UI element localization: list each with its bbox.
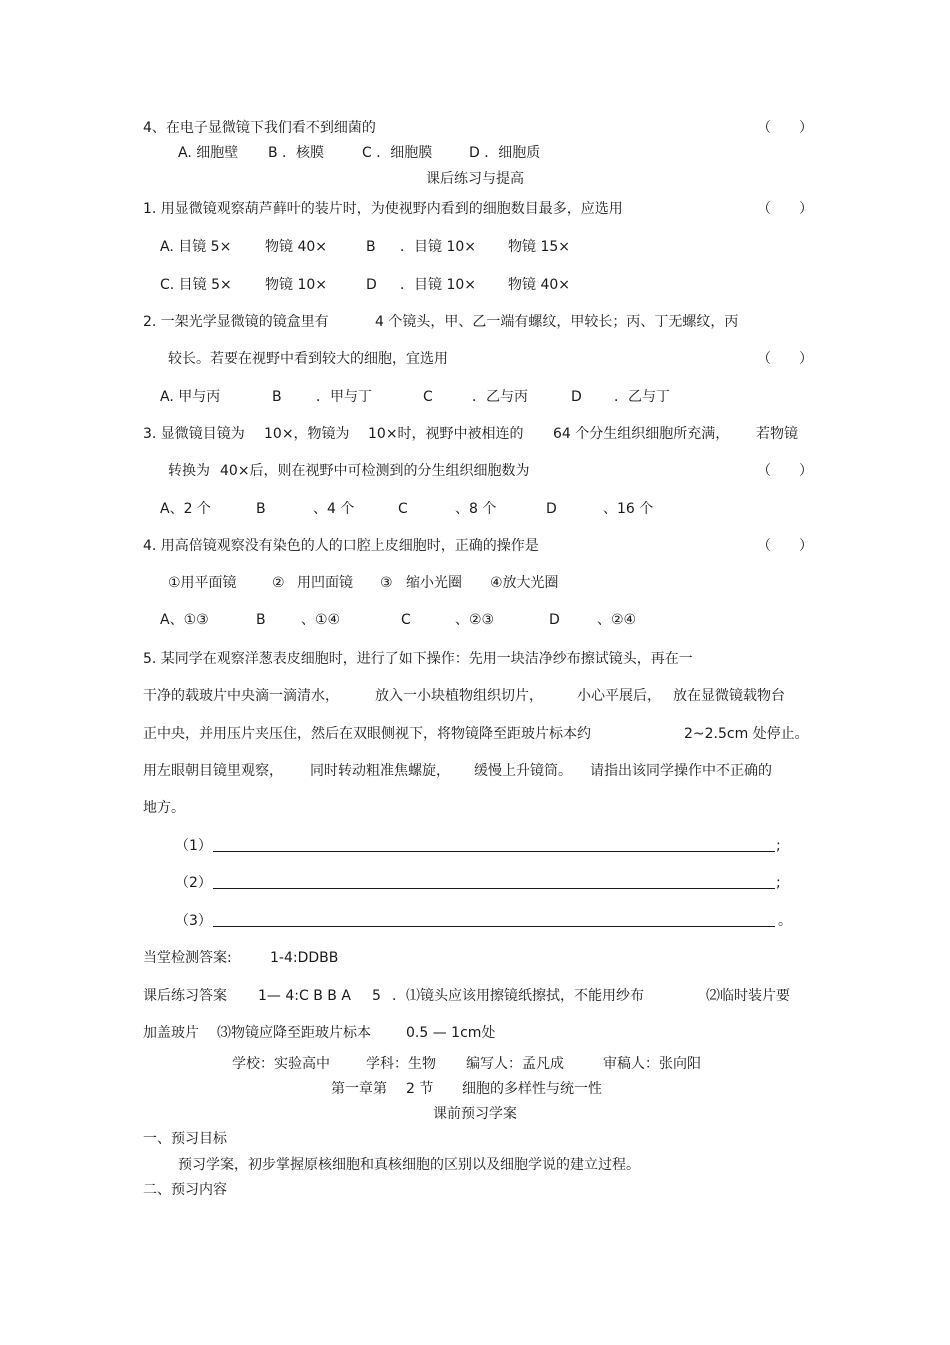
- answers-value: 1-4:DDBB: [270, 950, 339, 966]
- paragraph: 预习学案，初步掌握原核细胞和真核细胞的区别以及细胞学说的建立过程。: [178, 1157, 640, 1173]
- item-2: 用凹面镜: [297, 575, 353, 591]
- school: 学校：实验高中: [232, 1056, 330, 1072]
- option-c: C ．细胞膜: [362, 145, 433, 161]
- answer-line[interactable]: [213, 926, 775, 927]
- section-title: 细胞的多样性与统一性: [462, 1081, 602, 1097]
- question-text: 放入一小块植物组织切片，: [375, 688, 543, 704]
- question-stem-cont: 40×后，则在视野中可检测到的分生组织细胞数为: [220, 463, 530, 479]
- answers-label: 课后练习答案: [143, 988, 227, 1004]
- item-3-mark: ③: [380, 575, 393, 591]
- question-stem-cont: 若物镜: [756, 426, 798, 442]
- option-d-objective: 物镜 40×: [508, 277, 570, 293]
- answer-line[interactable]: [213, 888, 775, 889]
- question-stem: 3. 显微镜目镜为: [143, 426, 245, 442]
- answers-value: ⑶物镜应降至距玻片标本: [217, 1025, 371, 1041]
- question-text: 缓慢上升镜筒。: [474, 763, 572, 779]
- blank-number: （2）: [175, 875, 212, 891]
- option-b: ．甲与丁: [316, 389, 372, 405]
- option-b-letter: B: [366, 239, 376, 255]
- question-stem: 4. 用高倍镜观察没有染色的人的口腔上皮细胞时，正确的操作是: [143, 538, 539, 554]
- option-b: 、①④: [301, 612, 341, 628]
- option-a: A、①③: [160, 612, 209, 628]
- question-text: 地方。: [143, 800, 185, 816]
- option-a: A. 细胞壁: [178, 145, 239, 161]
- answer-paren: （ ）: [757, 463, 813, 479]
- question-text: 用左眼朝目镜里观察，: [143, 763, 283, 779]
- option-b-objective: 物镜 15×: [508, 239, 570, 255]
- chapter-label: 第一章第: [331, 1081, 387, 1097]
- option-b-letter: B: [272, 389, 282, 405]
- subject: 学科：生物: [366, 1056, 436, 1072]
- option-b-letter: B: [256, 612, 266, 628]
- item-1: ①用平面镜: [168, 575, 237, 591]
- option-c: 、②③: [455, 612, 495, 628]
- option-c-objective: 物镜 10×: [265, 277, 327, 293]
- question-stem-cont: 10×时，视野中被相连的: [368, 426, 524, 442]
- option-d: ．乙与丁: [614, 389, 670, 405]
- option-d: 、16 个: [603, 501, 654, 517]
- question-text: 干净的载玻片中央滴一滴清水，: [143, 688, 339, 704]
- option-d-letter: D: [546, 501, 557, 517]
- option-b: 、4 个: [313, 501, 355, 517]
- answers-label: 当堂检测答案:: [143, 950, 232, 966]
- blank-end: 。: [778, 913, 792, 929]
- heading: 二、预习内容: [143, 1182, 227, 1198]
- item-2-mark: ②: [272, 575, 285, 591]
- question-stem: 1. 用显微镜观察葫芦藓叶的装片时，为使视野内看到的细胞数目最多，应选用: [143, 201, 623, 217]
- option-c: 、8 个: [455, 501, 497, 517]
- item-4: ④放大光圈: [490, 575, 559, 591]
- option-a: A. 甲与丙: [160, 389, 221, 405]
- option-d-letter: D: [366, 277, 377, 293]
- option-c-letter: C: [401, 612, 411, 628]
- option-c: ．乙与丙: [472, 389, 528, 405]
- option-c: C. 目镜 5×: [160, 277, 232, 293]
- option-c-letter: C: [398, 501, 408, 517]
- item-3: 缩小光圈: [406, 575, 462, 591]
- question-text: 请指出该同学操作中不正确的: [590, 763, 772, 779]
- answers-value: 5: [372, 988, 381, 1004]
- option-b-letter: B: [256, 501, 266, 517]
- answers-value: 加盖玻片: [143, 1025, 199, 1041]
- heading: 一、预习目标: [143, 1131, 227, 1147]
- answer-paren: （ ）: [757, 538, 813, 554]
- question-stem-cont: 64 个分生组织细胞所充满，: [553, 426, 730, 442]
- question-text: 2~2.5cm 处停止。: [684, 726, 809, 742]
- option-d-letter: D: [571, 389, 582, 405]
- reviewer: 审稿人：张向阳: [603, 1056, 701, 1072]
- answers-value: ⑵临时装片要: [706, 988, 790, 1004]
- question-stem: 2. 一架光学显微镜的镜盒里有: [143, 314, 329, 330]
- question-text: 正中央，并用压片夹压住，然后在双眼侧视下，将物镜降至距玻片标本约: [143, 726, 591, 742]
- question-stem: 4、在电子显微镜下我们看不到细菌的: [143, 120, 376, 136]
- option-b: B ．核膜: [268, 145, 325, 161]
- preview-title: 课前预习学案: [433, 1106, 517, 1122]
- option-b: ．目镜 10×: [400, 239, 476, 255]
- section-title-exercise: 课后练习与提高: [426, 171, 524, 187]
- blank-number: （1）: [175, 838, 212, 854]
- question-stem: 5. 某同学在观察洋葱表皮细胞时，进行了如下操作：先用一块洁净纱布擦试镜头，再在一: [143, 651, 693, 667]
- option-a-objective: 物镜 40×: [265, 239, 327, 255]
- blank-end: ;: [776, 875, 781, 891]
- question-text: 放在显微镜载物台: [673, 688, 785, 704]
- option-a: A、2 个: [160, 501, 211, 517]
- answer-paren: （ ）: [757, 351, 813, 367]
- answers-value: 1— 4:C B B A: [258, 988, 351, 1004]
- answers-value: ．⑴镜头应该用擦镜纸擦拭，不能用纱布: [392, 988, 644, 1004]
- blank-end: ;: [776, 838, 781, 854]
- option-d: D ．细胞质: [469, 145, 541, 161]
- question-stem: 转换为: [168, 463, 210, 479]
- question-stem-cont: 4 个镜头，甲、乙一端有螺纹，甲较长；丙、丁无螺纹，丙: [375, 314, 739, 330]
- option-c-letter: C: [423, 389, 433, 405]
- answer-line[interactable]: [213, 851, 775, 852]
- author: 编写人：孟凡成: [466, 1056, 564, 1072]
- question-stem-cont: 10×，物镜为: [264, 426, 350, 442]
- answer-paren: （ ）: [757, 120, 813, 136]
- blank-number: （3）: [175, 913, 212, 929]
- option-a: A. 目镜 5×: [160, 239, 232, 255]
- option-d: 、②④: [597, 612, 637, 628]
- option-d: ．目镜 10×: [400, 277, 476, 293]
- answers-value: 0.5 — 1cm处: [406, 1025, 496, 1041]
- question-text: 同时转动粗准焦螺旋，: [310, 763, 450, 779]
- question-text: 小心平展后，: [577, 688, 661, 704]
- question-stem: 较长。若要在视野中看到较大的细胞，宜选用: [168, 351, 448, 367]
- option-d-letter: D: [549, 612, 560, 628]
- section-number: 2 节: [406, 1081, 434, 1097]
- answer-paren: （ ）: [757, 201, 813, 217]
